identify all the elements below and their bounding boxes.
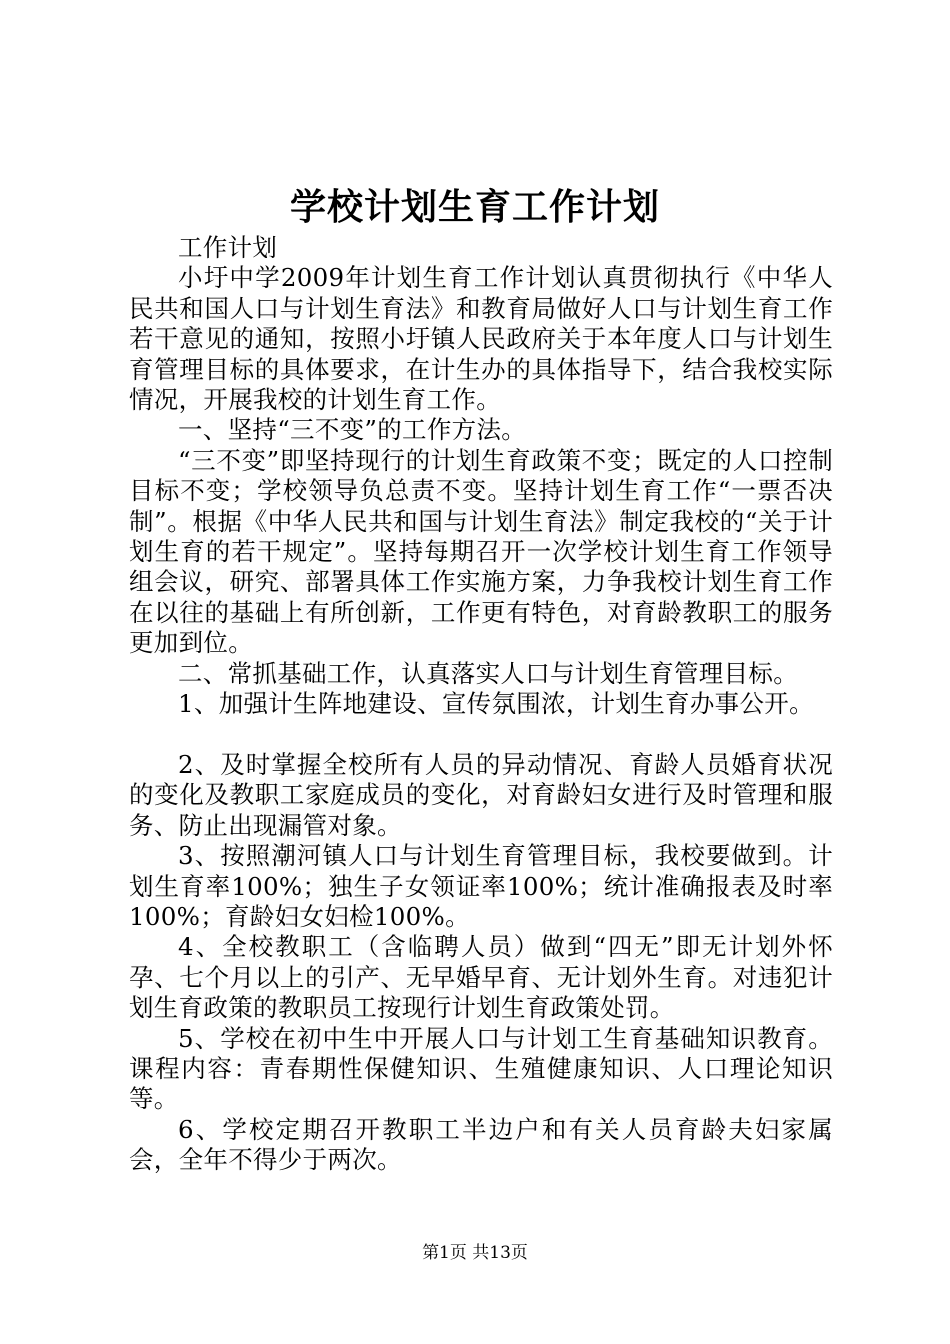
list-item-3: 3、按照潮河镇人口与计划生育管理目标，我校要做到。计划生育率100%；独生子女领证率100%；统计准确报表及时率100%；育龄妇女妇检100%。 [129,841,833,931]
list-item-6: 6、学校定期召开教职工半边户和有关人员育龄夫妇家属会，全年不得少于两次。 [129,1114,833,1175]
section-heading-2: 二、常抓基础工作，认真落实人口与计划生育管理目标。 [178,658,798,688]
page-footer: 第1页 共13页 [422,1243,528,1263]
page-title: 学校计划生育工作计划 [289,187,660,228]
list-item-2: 2、及时掌握全校所有人员的异动情况、育龄人员婚育状况的变化及教职工家庭成员的变化，对育龄妇女进行及时管理和服务、防止出现漏管对象。 [129,749,833,840]
paragraph-intro: 小圩中学2009年计划生育工作计划认真贯彻执行《中华人民共和国人口与计划生育法》和教育局做好人口与计划生育工作若干意见的通知，按照小圩镇人民政府关于本年度人口与计划生育管理目标的具体要求，在计生办的具体指导下，结合我校实际情况，开展我校的计划生育工作。 [129,263,833,415]
list-item-5: 5、学校在初中生中开展人口与计划工生育基础知识教育。课程内容：青春期性保健知识、生殖健康知识、人口理论知识等。 [129,1023,833,1114]
document-body [129,233,833,1176]
list-item-4: 4、全校教职工（含临聘人员）做到“四无”即无计划外怀孕、七个月以上的引产、无早婚早育、无计划外生育。对违犯计划生育政策的教职员工按现行计划生育政策处罚。 [129,932,833,1023]
list-item-1: 1、加强计生阵地建设、宣传氛围浓，计划生育办事公开。 [178,689,814,719]
section-heading-1: 一、坚持“三不变”的工作方法。 [178,415,527,445]
paragraph-three-unchanged: “三不变”即坚持现行的计划生育政策不变；既定的人口控制目标不变；学校领导负总责不变。坚持计划生育工作“一票否决制”。根据《中华人民共和国与计划生育法》制定我校的“关于计划生育的若干规定”。坚持每期召开一次学校计划生育工作领导组会议，研究、部署具体工作实施方案，力争我校计划生育工作在以往的基础上有所创新，工作更有特色，对育龄教职工的服务更加到位。 [129,445,833,658]
paragraph-heading-work-plan: 工作计划 [178,233,278,262]
